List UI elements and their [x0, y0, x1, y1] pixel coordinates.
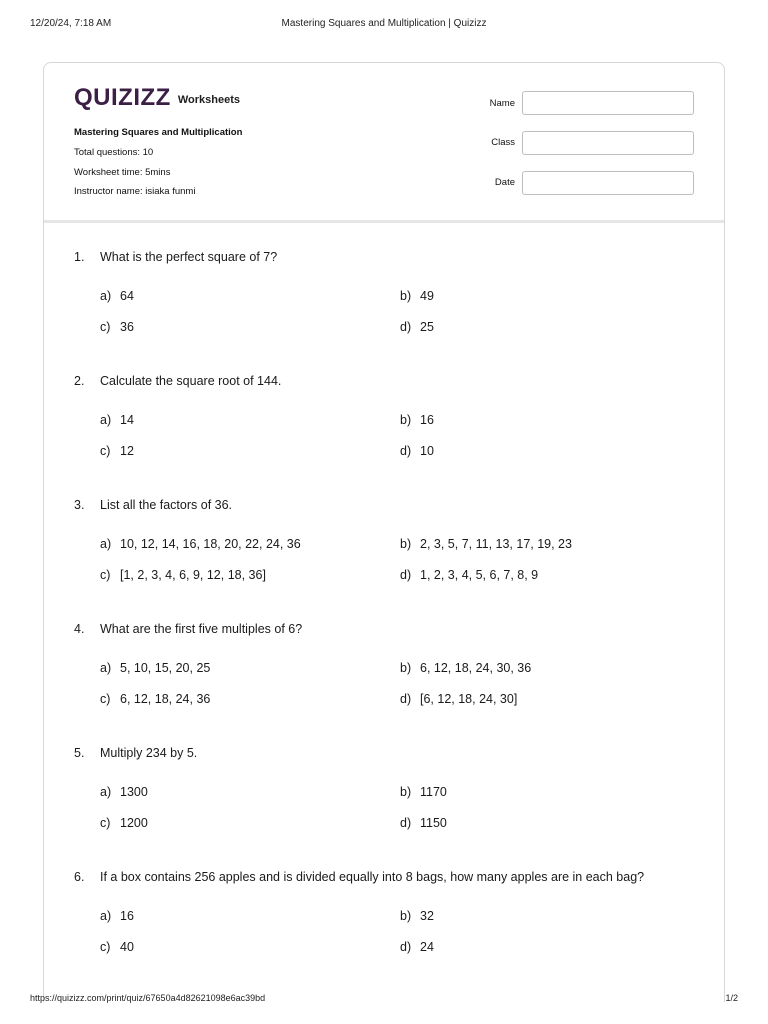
- option-c: [100, 444, 134, 458]
- quizizz-logo: QUIZIZZ: [74, 84, 171, 111]
- option-text: 40: [120, 940, 134, 954]
- option-d: [400, 320, 434, 334]
- question-number: 5.: [74, 746, 85, 760]
- option-b: [400, 289, 434, 303]
- name-field[interactable]: [522, 91, 694, 115]
- option-text: 24: [420, 940, 434, 954]
- option-letter: d): [400, 816, 412, 830]
- option-text: 49: [420, 289, 434, 303]
- option-c: [100, 940, 134, 954]
- option-text: 16: [420, 413, 434, 427]
- worksheet-header: [44, 63, 724, 223]
- option-letter: b): [400, 413, 412, 427]
- option-letter: d): [400, 320, 412, 334]
- option-text: 16: [120, 909, 134, 923]
- option-a: [100, 661, 210, 675]
- question-text: Calculate the square root of 144.: [100, 374, 282, 388]
- option-c: [100, 320, 134, 334]
- option-d: [400, 816, 447, 830]
- question-number: 3.: [74, 498, 85, 512]
- option-c: [100, 568, 266, 582]
- question-6: [74, 870, 704, 960]
- print-page-title: Mastering Squares and Multiplication | Quizizz: [281, 18, 487, 29]
- question-1: [74, 250, 704, 340]
- date-label: Date: [494, 177, 515, 188]
- option-letter: c): [100, 816, 111, 830]
- option-b: [400, 661, 531, 675]
- option-c: [100, 692, 210, 706]
- option-letter: b): [400, 909, 412, 923]
- option-letter: b): [400, 289, 412, 303]
- option-d: [400, 444, 434, 458]
- question-4: [74, 622, 704, 712]
- question-number: 1.: [74, 250, 85, 264]
- option-d: [400, 940, 434, 954]
- option-a: [100, 909, 134, 923]
- option-letter: c): [100, 320, 111, 334]
- option-a: [100, 785, 148, 799]
- option-letter: a): [100, 909, 112, 923]
- option-text: 64: [120, 289, 134, 303]
- option-text: 2, 3, 5, 7, 11, 13, 17, 19, 23: [420, 537, 572, 551]
- name-label: Name: [489, 98, 515, 109]
- class-label: Class: [491, 137, 515, 148]
- option-text: 1300: [120, 785, 148, 799]
- worksheet-time: Worksheet time: 5mins: [74, 167, 171, 178]
- date-field[interactable]: [522, 171, 694, 195]
- option-a: [100, 537, 301, 551]
- question-text: What is the perfect square of 7?: [100, 250, 278, 264]
- question-text: What are the first five multiples of 6?: [100, 622, 303, 636]
- option-text: 12: [120, 444, 134, 458]
- page-number: 1/2: [725, 993, 738, 1003]
- option-text: [1, 2, 3, 4, 6, 9, 12, 18, 36]: [120, 568, 266, 582]
- option-letter: a): [100, 785, 112, 799]
- option-letter: d): [400, 444, 412, 458]
- option-text: 14: [120, 413, 134, 427]
- print-url: https://quizizz.com/print/quiz/67650a4d82621098e6ac39bd: [30, 993, 266, 1003]
- option-text: 5, 10, 15, 20, 25: [120, 661, 211, 675]
- option-letter: d): [400, 568, 412, 582]
- question-2: [74, 374, 704, 464]
- instructor-name: Instructor name: isiaka funmi: [74, 186, 196, 197]
- option-b: [400, 413, 434, 427]
- option-letter: c): [100, 692, 111, 706]
- option-text: 36: [120, 320, 134, 334]
- option-b: [400, 909, 434, 923]
- option-text: 6, 12, 18, 24, 30, 36: [420, 661, 532, 675]
- option-text: 1170: [420, 785, 447, 799]
- question-text: If a box contains 256 apples and is divided equally into 8 bags, how many apples are in each bag?: [100, 870, 645, 884]
- option-letter: c): [100, 444, 111, 458]
- option-text: 10: [420, 444, 434, 458]
- option-letter: a): [100, 537, 112, 551]
- option-text: 32: [420, 909, 434, 923]
- print-timestamp: 12/20/24, 7:18 AM: [30, 18, 112, 29]
- option-letter: b): [400, 537, 412, 551]
- worksheet-card: [43, 62, 725, 1002]
- option-letter: a): [100, 289, 112, 303]
- worksheet-title: Mastering Squares and Multiplication: [74, 127, 243, 138]
- brand: [74, 85, 240, 111]
- option-letter: c): [100, 568, 111, 582]
- option-text: 1, 2, 3, 4, 5, 6, 7, 8, 9: [420, 568, 539, 582]
- option-a: [100, 413, 134, 427]
- option-c: [100, 816, 148, 830]
- question-number: 4.: [74, 622, 85, 636]
- option-text: 10, 12, 14, 16, 18, 20, 22, 24, 36: [120, 537, 301, 551]
- print-header: [30, 18, 738, 32]
- option-a: [100, 289, 134, 303]
- question-text: List all the factors of 36.: [100, 498, 233, 512]
- option-letter: a): [100, 413, 112, 427]
- option-d: [400, 568, 538, 582]
- option-letter: b): [400, 661, 412, 675]
- question-5: [74, 746, 704, 836]
- option-letter: c): [100, 940, 111, 954]
- question-3: [74, 498, 704, 588]
- option-d: [400, 692, 517, 706]
- question-number: 6.: [74, 870, 85, 884]
- question-text: Multiply 234 by 5.: [100, 746, 198, 760]
- option-b: [400, 537, 572, 551]
- option-b: [400, 785, 447, 799]
- print-footer: [30, 993, 738, 1007]
- option-text: 1200: [120, 816, 148, 830]
- option-text: 6, 12, 18, 24, 36: [120, 692, 211, 706]
- class-field[interactable]: [522, 131, 694, 155]
- option-text: [6, 12, 18, 24, 30]: [420, 692, 518, 706]
- option-letter: d): [400, 940, 412, 954]
- question-number: 2.: [74, 374, 85, 388]
- option-text: 25: [420, 320, 434, 334]
- option-letter: a): [100, 661, 112, 675]
- logo-subtitle: Worksheets: [177, 93, 240, 106]
- option-letter: b): [400, 785, 412, 799]
- option-letter: d): [400, 692, 412, 706]
- option-text: 1150: [420, 816, 447, 830]
- total-questions: Total questions: 10: [74, 147, 154, 158]
